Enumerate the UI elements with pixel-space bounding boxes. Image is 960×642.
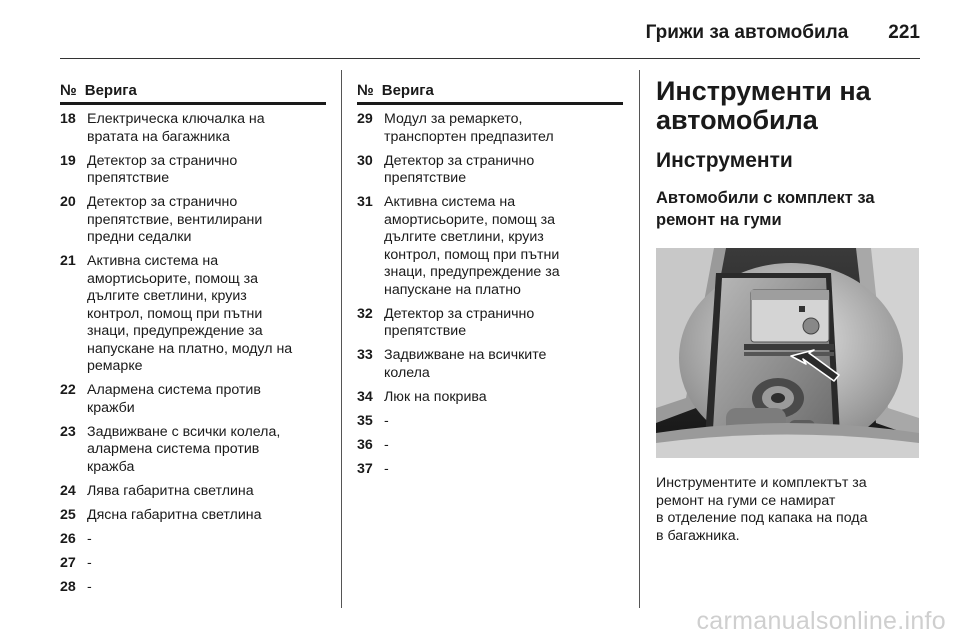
table-row — [357, 389, 623, 407]
header-num: № — [60, 82, 77, 99]
circuit-description: Лява габаритна светлина — [87, 482, 254, 499]
circuit-description: Детектор за странично препятствие — [87, 152, 238, 186]
fuse-number: 25 — [60, 506, 76, 523]
table-row — [357, 111, 623, 146]
table-row — [357, 306, 623, 341]
table-row — [60, 194, 326, 247]
circuit-description: Люк на покрива — [384, 388, 487, 405]
tools-section — [656, 76, 922, 545]
section-heading-3: Автомобили с комплект за ремонт на гуми — [656, 189, 875, 229]
circuit-description: Електрическа ключалка на вратата на багажника — [87, 111, 265, 145]
circuit-description: Детектор за странично препятствие — [384, 305, 535, 339]
section-heading-1: Инструменти на автомобила — [656, 76, 871, 135]
table-row — [60, 153, 326, 188]
fuse-number: 34 — [357, 388, 373, 405]
photo-caption: Инструментите и комплектът за ремонт на гуми се намират в отделение под капака на пода в багажника. — [656, 475, 868, 544]
table-row — [357, 461, 623, 479]
header-num: № — [357, 82, 374, 99]
circuit-description: Алармена система против кражби — [87, 382, 261, 416]
circuit-description: - — [87, 578, 92, 595]
header-rule — [60, 58, 920, 59]
header-circuit: Верига — [381, 82, 434, 99]
left-fuse-table — [60, 82, 326, 603]
circuit-description: Детектор за странично препятствие, вентилирани предни седалки — [87, 194, 263, 245]
circuit-description: - — [384, 412, 389, 429]
circuit-description: - — [384, 436, 389, 453]
table-row — [60, 579, 326, 597]
circuit-description: Задвижване с всички колела, алармена система против кражба — [87, 423, 281, 475]
fuse-number: 33 — [357, 347, 373, 363]
circuit-description: - — [87, 530, 92, 547]
table-row — [60, 555, 326, 573]
table-row — [60, 483, 326, 501]
page-number: 221 — [888, 22, 920, 43]
table-row — [60, 424, 326, 477]
fuse-number: 32 — [357, 305, 373, 322]
header-text — [646, 22, 920, 44]
fuse-number: 29 — [357, 111, 373, 127]
table-header — [357, 82, 623, 105]
header-title: Грижи за автомобила — [645, 22, 849, 43]
middle-fuse-table — [357, 82, 623, 485]
fuse-number: 20 — [60, 194, 76, 210]
fuse-number: 24 — [60, 482, 76, 499]
page-header — [60, 0, 920, 62]
fuse-number: 18 — [60, 111, 76, 127]
circuit-description: Задвижване на всичките колела — [384, 347, 547, 381]
fuse-number: 22 — [60, 382, 76, 398]
circuit-description: Активна система на амортисьорите, помощ за дългите светлини, круиз контрол, помощ при пътни знаци, предупреждение за напускане на платно, модул на ремарке — [87, 253, 293, 374]
circuit-description: - — [384, 460, 389, 477]
tire-repair-kit-photo — [656, 248, 919, 458]
column-divider — [341, 70, 342, 608]
fuse-number: 35 — [357, 412, 373, 429]
table-row — [357, 413, 623, 431]
table-row — [60, 507, 326, 525]
fuse-number: 23 — [60, 423, 76, 440]
circuit-description: Активна система на амортисьорите, помощ за дългите светлини, круиз контрол, помощ при пътни знаци, предупреждение за напускане на платно — [384, 194, 560, 298]
table-row — [60, 531, 326, 549]
circuit-description: - — [87, 554, 92, 571]
circuit-description: Детектор за странично препятствие — [384, 152, 535, 186]
fuse-number: 27 — [60, 554, 76, 571]
fuse-number: 28 — [60, 578, 76, 595]
fuse-number: 37 — [357, 460, 373, 477]
table-row — [357, 347, 623, 382]
fuse-number: 31 — [357, 194, 373, 210]
table-row — [60, 382, 326, 417]
circuit-description: Дясна габаритна светлина — [87, 506, 262, 523]
table-row — [357, 437, 623, 455]
fuse-number: 36 — [357, 436, 373, 453]
table-row — [357, 194, 623, 299]
circuit-description: Модул за ремаркето, транспортен предпазител — [384, 111, 554, 145]
fuse-number: 19 — [60, 152, 76, 169]
table-header — [60, 82, 326, 105]
header-circuit: Верига — [84, 82, 137, 99]
fuse-number: 26 — [60, 530, 76, 547]
column-divider — [639, 70, 640, 608]
fuse-number: 21 — [60, 253, 76, 269]
fuse-number: 30 — [357, 152, 373, 169]
table-row — [357, 153, 623, 188]
watermark: carmanualsonline.info — [696, 607, 946, 635]
table-row — [60, 111, 326, 146]
table-row — [60, 253, 326, 376]
section-heading-2: Инструменти — [656, 149, 793, 172]
